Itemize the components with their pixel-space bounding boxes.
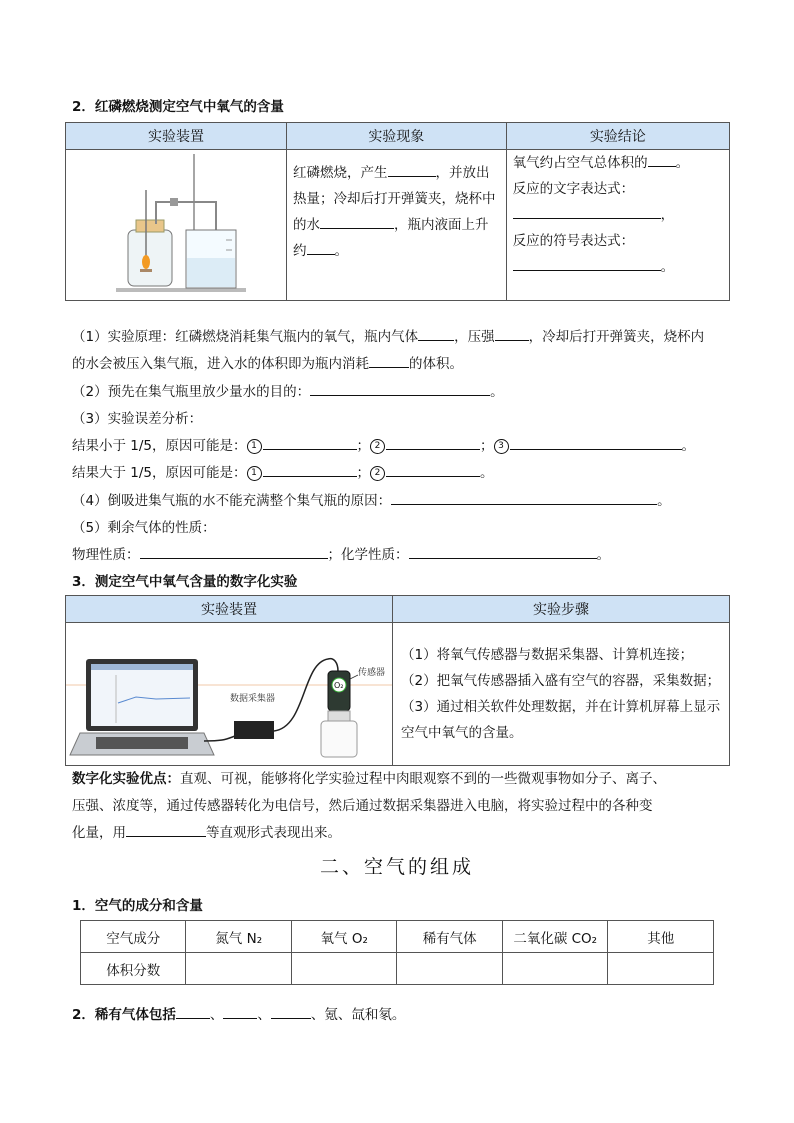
conclusion-line-5: 。 [513, 254, 723, 280]
comp-header-0: 空气成分 [81, 921, 186, 953]
collector-label: 数据采集器 [230, 694, 276, 704]
phenomenon-line-1: 红磷燃烧，产生 ，并放出 [293, 160, 500, 186]
red-phosphorus-table [65, 122, 730, 301]
phenomenon-line-3: 的水 ，瓶内液面上升 [293, 212, 500, 238]
header-apparatus: 实验装置 [66, 123, 287, 150]
conclusion-line-4: 反应的符号表达式： [512, 233, 635, 249]
digital-apparatus-illustration [66, 623, 392, 761]
volume-fraction-cell [186, 953, 291, 985]
composition-heading: 1．空气的成分和含量 [72, 898, 203, 914]
volume-fraction-cell [502, 953, 608, 985]
header-phenomenon: 实验现象 [287, 123, 507, 150]
section-heading-2: 2．红磷燃烧测定空气中氧气的含量 [72, 99, 284, 115]
phenomenon-line-2: 热量；冷却后打开弹簧夹，烧杯中 [293, 191, 496, 207]
error-analysis-heading: （3）实验误差分析： [72, 411, 203, 427]
header-digital-apparatus: 实验装置 [66, 596, 393, 623]
comp-header-3: 稀有气体 [397, 921, 502, 953]
section-heading-3: 3．测定空气中氧气含量的数字化实验 [72, 574, 298, 590]
principle-line-2: 的水会被压入集气瓶，进入水的体积即为瓶内消耗 的体积。 [72, 352, 463, 372]
principle-line-1: （1）实验原理：红磷燃烧消耗集气瓶内的氧气，瓶内气体 ，压强 ，冷却后打开弹簧夹，烧杯内 [72, 325, 704, 345]
noble-gas-line: 2．稀有气体包括 、 、 、氪、氙和氡。 [72, 1003, 405, 1023]
volume-fraction-cell [397, 953, 502, 985]
result-smaller-line: 结果小于 1/5，原因可能是： 1 ； 2 ； 3 。 [72, 434, 695, 454]
phenomenon-cell [287, 150, 507, 301]
volume-fraction-cell [291, 953, 396, 985]
water-not-full-line: （4）倒吸进集气瓶的水不能充满整个集气瓶的原因： 。 [72, 489, 671, 509]
water-purpose-line: （2）预先在集气瓶里放少量水的目的： 。 [72, 380, 504, 400]
digital-advantage-line-2: 压强、浓度等，通过传感器转化为电信号，然后通过数据采集器进入电脑，将实验过程中的各种变 [72, 798, 653, 814]
comp-header-2: 氧气 O₂ [291, 921, 396, 953]
digital-advantage-line-3: 化量，用 等直观形式表现出来。 [72, 821, 341, 841]
header-steps: 实验步骤 [393, 596, 730, 623]
result-larger-line: 结果大于 1/5，原因可能是： 1 ； 2 。 [72, 461, 494, 481]
sensor-label: 传感器 [358, 668, 386, 678]
step-3-cont: 空气中氧气的含量。 [401, 725, 523, 741]
conclusion-line-3: ， [513, 202, 723, 228]
comp-header-4: 二氧化碳 CO₂ [502, 921, 608, 953]
part-title: 二、空气的组成 [319, 856, 474, 878]
phosphorus-apparatus-illustration [66, 150, 286, 296]
steps-cell [393, 623, 730, 766]
step-2: （2）把氧气传感器插入盛有空气的容器，采集数据； [401, 673, 721, 689]
header-conclusion: 实验结论 [506, 123, 729, 150]
volume-fraction-label: 体积分数 [81, 953, 186, 985]
air-composition-table [80, 920, 714, 985]
comp-header-5: 其他 [608, 921, 714, 953]
step-3: （3）通过相关软件处理数据，并在计算机屏幕上显示 [401, 699, 721, 715]
digital-experiment-table [65, 595, 730, 766]
digital-apparatus-cell [66, 623, 393, 766]
volume-fraction-cell [608, 953, 714, 985]
phenomenon-line-4: 约 。 [293, 238, 500, 264]
digital-advantage-line-1: 数字化实验优点：直观、可视，能够将化学实验过程中肉眼观察不到的一些微观事物如分子、离子、 [72, 771, 666, 787]
o2-label: O₂ [334, 681, 344, 690]
remaining-gas-properties: 物理性质： ；化学性质： 。 [72, 543, 610, 563]
step-1: （1）将氧气传感器与数据采集器、计算机连接； [401, 647, 694, 663]
conclusion-cell [506, 150, 729, 301]
conclusion-line-1: 氧气约占空气总体积的 。 [513, 150, 723, 176]
conclusion-line-2: 反应的文字表达式： [512, 181, 635, 197]
comp-header-1: 氮气 N₂ [186, 921, 291, 953]
remaining-gas-heading: （5）剩余气体的性质： [72, 520, 216, 536]
apparatus-cell [66, 150, 287, 301]
